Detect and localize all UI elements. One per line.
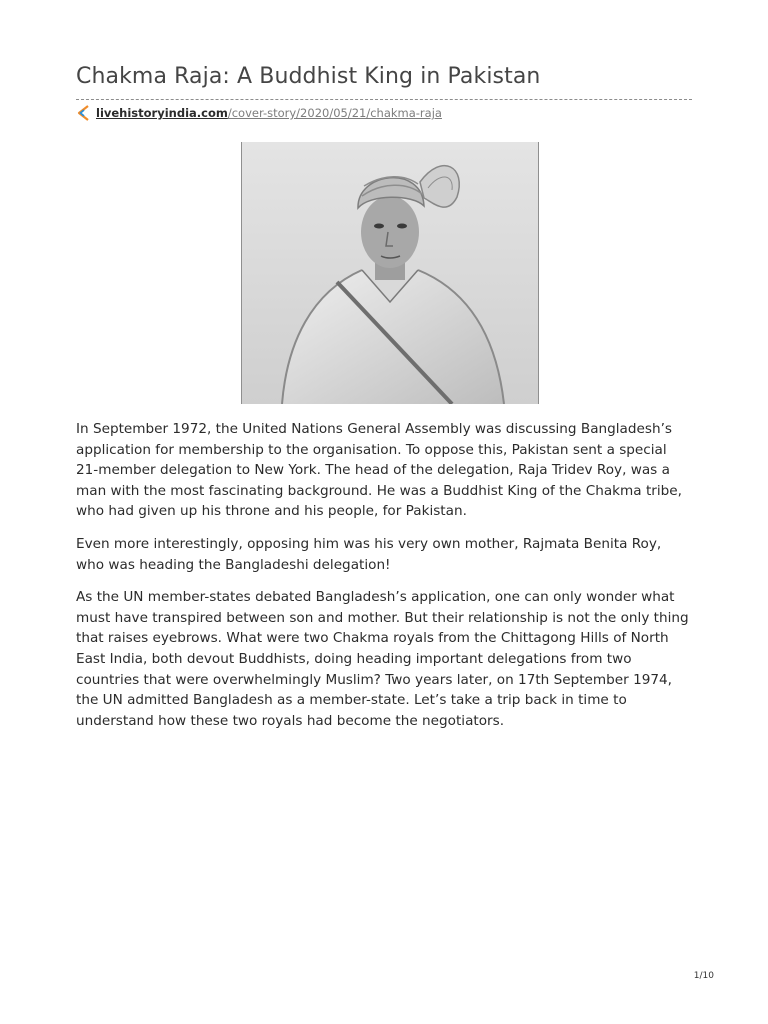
source-path[interactable]: /cover-story/2020/05/21/chakma-raja (227, 106, 442, 120)
title-divider (76, 99, 692, 100)
page-number: 1/10 (693, 971, 714, 981)
source-domain[interactable]: livehistoryindia.com (96, 106, 228, 120)
paragraph-1: In September 1972, the United Nations General Assembly was discussing Bangladesh’s application for membership to the organisation. To oppose this, Pakistan sent a special 21-member delegation to New York. The head of the delegation, Raja Tridev Roy, was a man with the most fascinating background. He was a Buddhist King of the Chakma tribe, who had given up his throne and his people, for Pakistan. (76, 421, 682, 520)
paragraph-3: As the UN member-states debated Bangladesh’s application, one can only wonder what must have transpired between son and mother. But their relationship is not the only thing that raises eyebrows. What were two Chakma royals from the Chittagong Hills of North East India, both devout Buddhists, doing heading important delegations from two countries that were overwhelmingly Muslim? Two years later, on 17th September 1974, the UN admitted Bangladesh as a member-state. Let’s take a trip back in time to understand how these two royals had become the negotiators. (76, 589, 689, 729)
source-link[interactable] (76, 104, 442, 122)
paragraph-2: Even more interestingly, opposing him was his very own mother, Rajmata Benita Roy, who was heading the Bangladeshi delegation! (76, 535, 662, 573)
portrait-photo (241, 142, 539, 404)
site-logo-icon (76, 104, 90, 122)
page-title: Chakma Raja: A Buddhist King in Pakistan (76, 64, 541, 89)
article-body (76, 419, 692, 743)
